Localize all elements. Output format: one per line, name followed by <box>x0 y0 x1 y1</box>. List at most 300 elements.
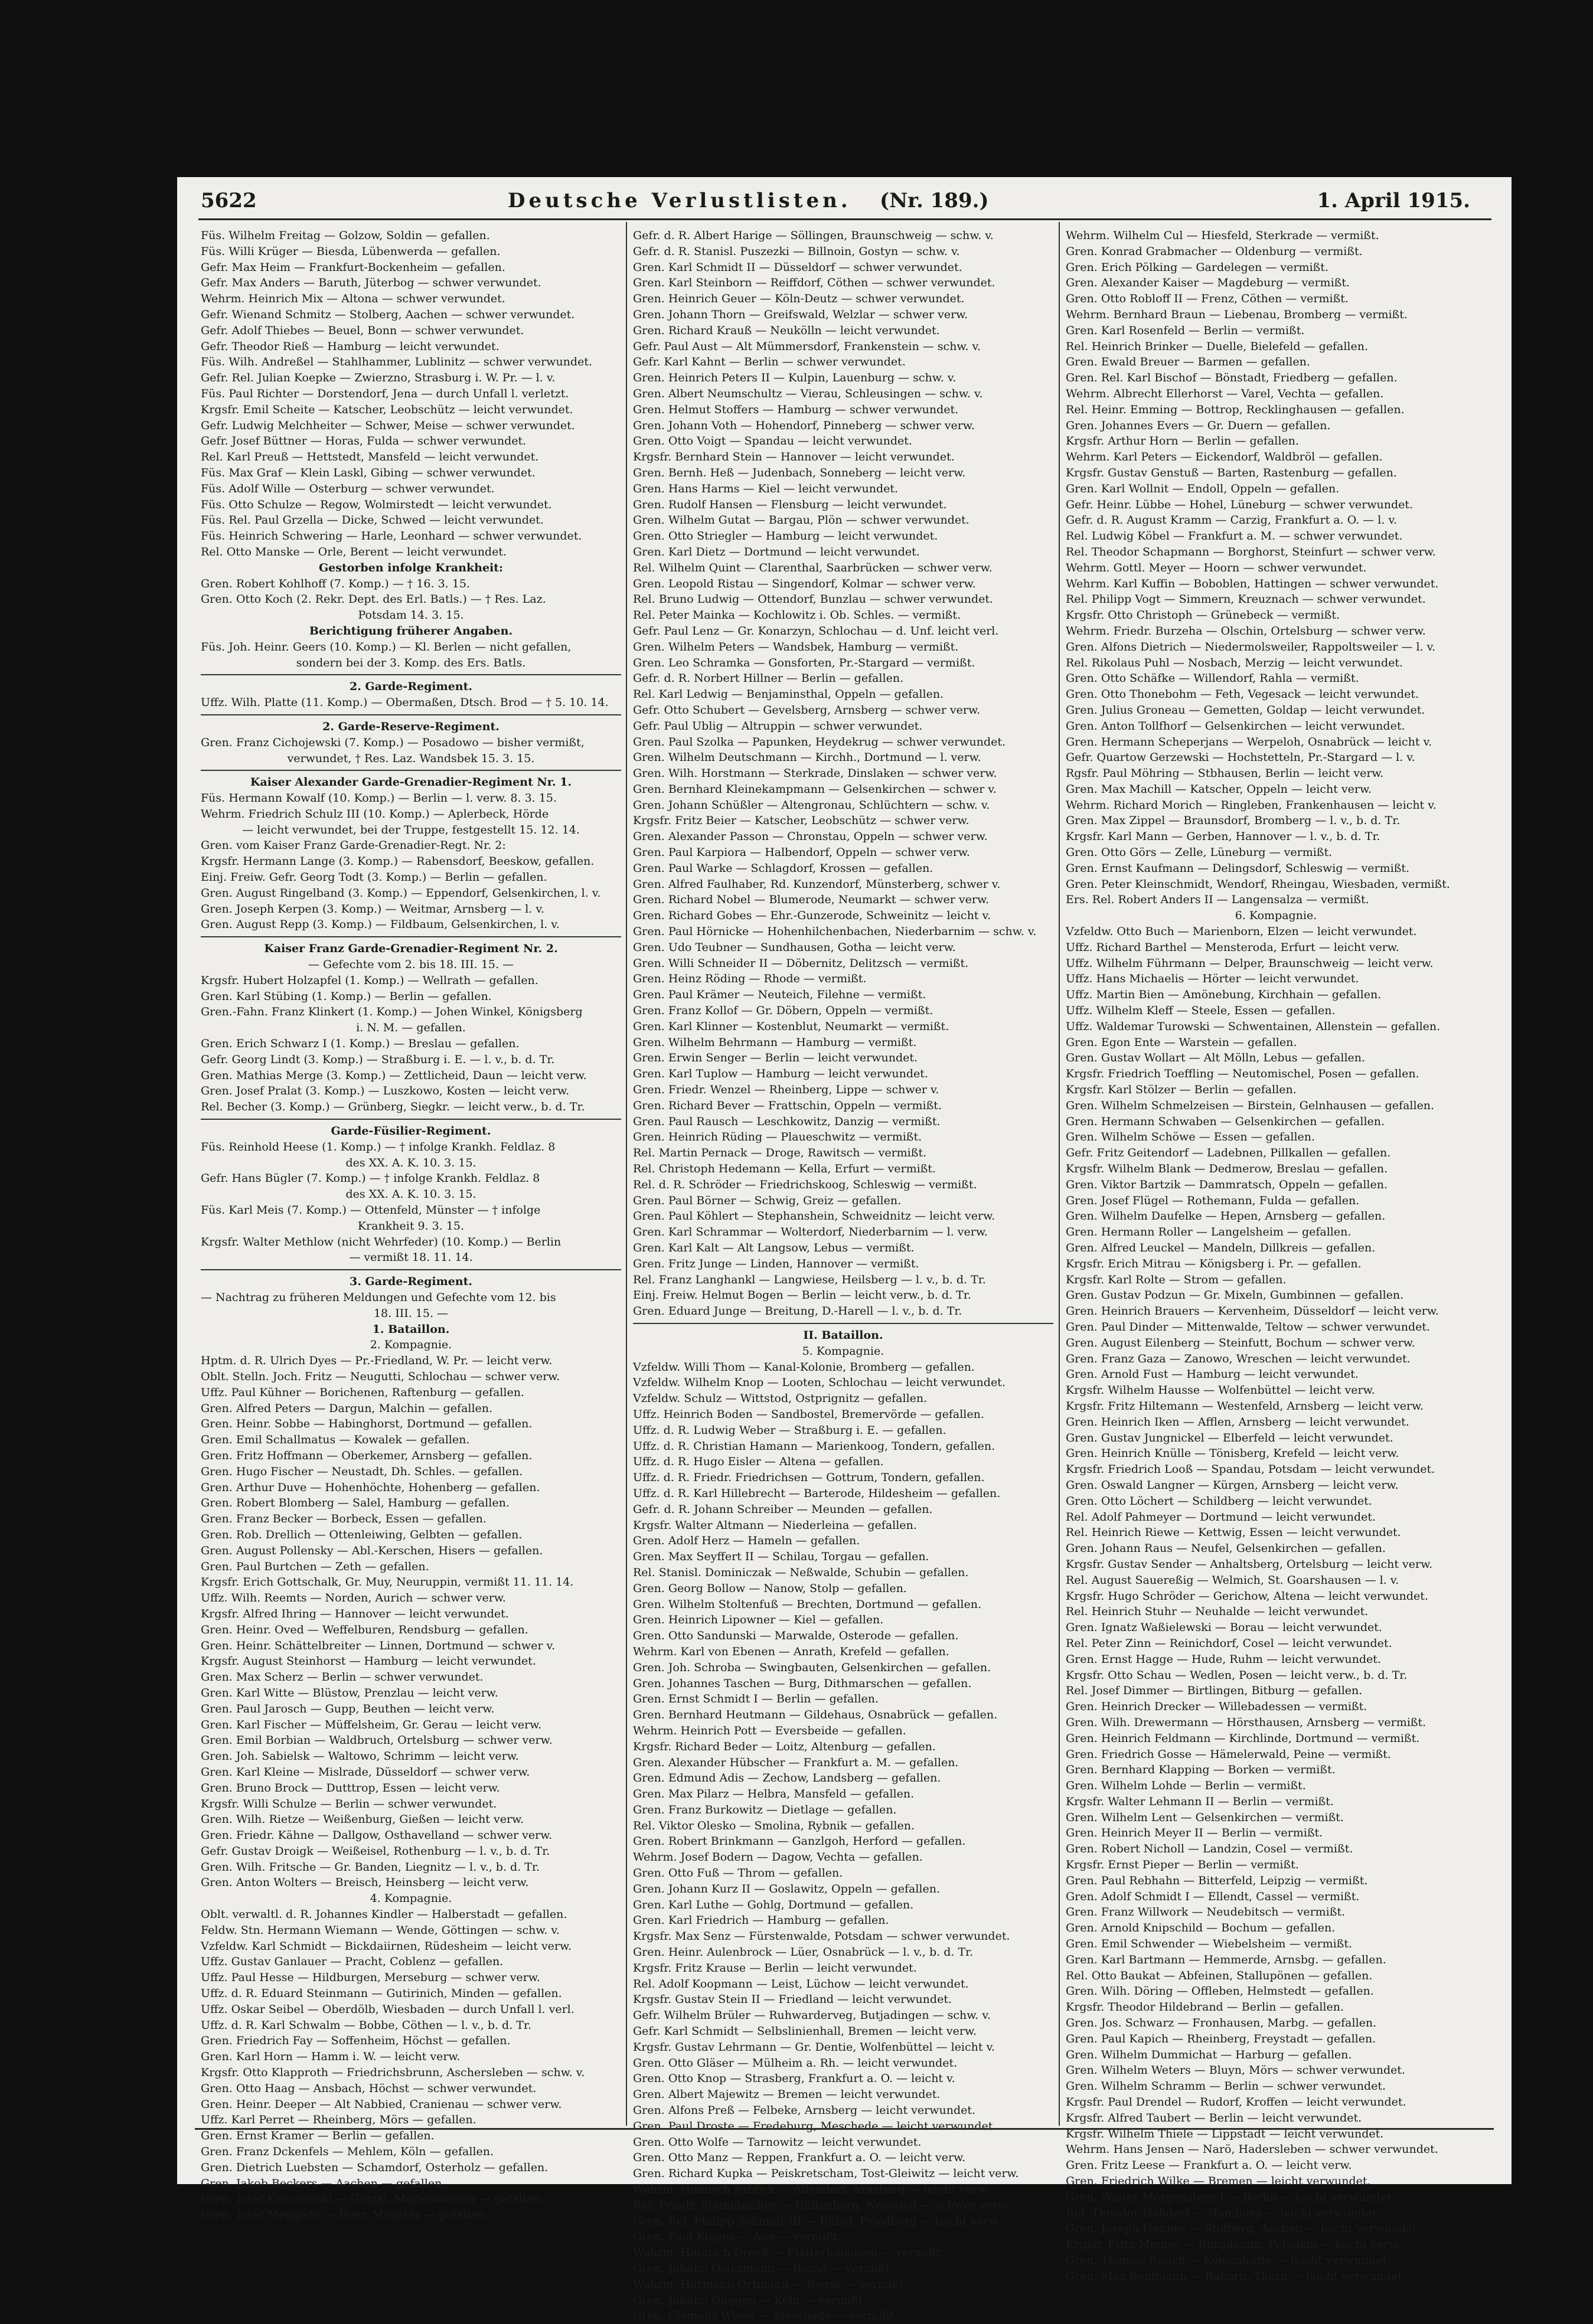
casualty-entry: Gren. Rel. Karl Bischof — Bönstadt, Friedberg — gefallen. <box>1066 371 1398 385</box>
casualty-entry: Gren. Dietrich Luebsten — Schamdorf, Osterholz — gefallen. <box>201 2160 549 2174</box>
casualty-entry: Gren. Wilhelm Schramm — Berlin — schwer verwundet. <box>1066 2080 1386 2093</box>
casualty-entry: Gren. Paul Warke — Schlagdorf, Krossen — gefallen. <box>633 861 933 875</box>
casualty-entry: Rel. Heinrich Stuhr — Neuhalde — leicht verwundet. <box>1066 1605 1369 1619</box>
casualty-entry: Uffz. d. R. Karl Schwalm — Bobbe, Cöthen — l. v., b. d. Tr. <box>201 2018 532 2032</box>
casualty-entry: Krgsfr. Karl Stölzer — Berlin — gefallen. <box>1066 1083 1297 1097</box>
casualty-entry: Gren. Karl Luthe — Gohlg, Dortmund — gefallen. <box>633 1898 914 1911</box>
casualty-entry: Gren. Heinz Röding — Rhode — vermißt. <box>633 972 867 986</box>
section-rule <box>201 1119 621 1120</box>
casualty-entry: Gefr. d. R. August Kramm — Carzig, Frankfurt a. O. — l. v. <box>1066 514 1397 527</box>
casualty-entry: Gren. Johann Ostermann — Iborst — vermißt. <box>633 2262 894 2275</box>
casualty-entry: Rel. Josef Dimmer — Birtlingen, Bitburg — gefallen. <box>1066 1684 1363 1698</box>
casualty-entry: Gren. Heinrich Peters II — Kulpin, Lauenburg — schw. v. <box>633 371 957 385</box>
casualty-entry: Krgsfr. Gustav Lehrmann — Gr. Dentie, Wolfenbüttel — leicht v. <box>633 2040 995 2054</box>
casualty-entry: Gren. Joseph Hennes — Stolberg, Aachen — leicht verwundet. <box>1066 2222 1421 2235</box>
casualty-entry: Gefr. Fritz Geitendorf — Ladebnen, Pillkallen — gefallen. <box>1066 1146 1391 1160</box>
casualty-entry: Gren. Alexander Hübscher — Frankfurt a. M. — gefallen. <box>633 1756 959 1769</box>
casualty-entry: Füs. Heinrich Schwering — Harle, Leonhard — schwer verwundet. <box>201 529 582 543</box>
casualty-entry: Gren. Paul Kapich — Rheinberg, Freystadt — gefallen. <box>1066 2032 1376 2045</box>
casualty-entry: Gren. Edmund Adis — Zechow, Landsberg — gefallen. <box>633 1771 941 1785</box>
casualty-entry: Gren. Wilh. Rietze — Weißenburg, Gießen — leicht verw. <box>201 1813 524 1826</box>
casualty-entry: Gren. Robert Blomberg — Salel, Hamburg — gefallen. <box>201 1496 510 1510</box>
casualty-entry: Gren. Heinrich Rüding — Plaueschwitz — vermißt. <box>633 1130 922 1144</box>
casualty-entry: Rel. d. R. Schröder — Friedrichskoog, Schleswig — vermißt. <box>633 1178 977 1191</box>
casualty-entry: Krgsfr. Wilhelm Hausse — Wolfenbüttel — leicht verw. <box>1066 1384 1375 1397</box>
section-heading: Garde-Füsilier-Regiment. <box>331 1125 491 1138</box>
casualty-entry: Uffz. d. R. Hugo Eisler — Altena — gefallen. <box>633 1455 884 1469</box>
casualty-entry: Gren. Hermann Roller — Langelsheim — gefallen. <box>1066 1225 1352 1239</box>
subheading-line: des XX. A. K. 10. 3. 15. <box>345 1188 476 1201</box>
subheading-line: 4. Kompagnie. <box>370 1892 452 1905</box>
casualty-entry: Oblt. Stelln. Joch. Fritz — Neugutti, Schlochau — schwer verw. <box>201 1369 560 1383</box>
casualty-entry: Gren. Alfons Preß — Felbeke, Arnsberg — leicht verwundet. <box>633 2104 976 2117</box>
casualty-entry: Gren. Richard Gobes — Ehr.-Gunzerode, Schweinitz — leicht v. <box>633 909 991 923</box>
casualty-entry: Krgsfr. Erich Gottschalk, Gr. Muy, Neuruppin, vermißt 11. 11. 14. <box>201 1576 574 1589</box>
section-rule <box>201 674 621 675</box>
casualty-entry: Gren. Fritz Junge — Linden, Hannover — vermißt. <box>633 1257 919 1270</box>
casualty-entry: Gren. Wilhelm Behrmann — Hamburg — vermißt. <box>633 1035 917 1049</box>
casualty-entry: Gefr. d. R. Johann Schreiber — Meunden — gefallen. <box>633 1502 933 1516</box>
casualty-entry: Gren. Karl Witte — Blüstow, Prenzlau — leicht verw. <box>201 1686 498 1699</box>
casualty-entry: Füs. Wilhelm Freitag — Golzow, Soldin — gefallen. <box>201 229 490 242</box>
casualty-entry: Rgsfr. Paul Möhring — Stbhausen, Berlin — leicht verw. <box>1066 767 1384 780</box>
casualty-entry: Rel. Ludwig Köbel — Frankfurt a. M. — schwer verwundet. <box>1066 529 1403 543</box>
casualty-entry: Gren. Hermann Scheperjans — Werpeloh, Osnabrück — leicht v. <box>1066 735 1432 748</box>
casualty-entry: Gren. Paul Klages — Aue — vermißt. <box>633 2230 842 2244</box>
casualty-entry: Krgsfr. Wilhelm Blank — Dedmerow, Breslau — gefallen. <box>1066 1162 1388 1176</box>
casualty-entry: Gren. Otto Striegler — Hamburg — leicht verwundet. <box>633 529 938 543</box>
casualty-entry: Rel. Heinrich Riewe — Kettwig, Essen — leicht verwundet. <box>1066 1526 1401 1539</box>
casualty-entry: Uffz. Wilh. Platte (11. Komp.) — Obermaßen, Dtsch. Brod — † 5. 10. 14. <box>201 696 609 710</box>
casualty-entry: Gren. Heinrich Lipowner — Kiel — gefallen. <box>633 1613 884 1627</box>
casualty-entry: Krgsfr. Fritz Beier — Katscher, Leobschütz — schwer verw. <box>633 814 969 828</box>
header-rule <box>198 218 1491 220</box>
casualty-entry: Gren. Johann Güggen — Köln — vermißt. <box>633 2293 867 2307</box>
casualty-entry: Gren. Wilh. Döring — Offleben, Helmstedt — gefallen. <box>1066 1985 1374 1998</box>
column-divider <box>626 222 627 2126</box>
casualty-entry: Uffz. Richard Barthel — Mensteroda, Erfurt — leicht verw. <box>1066 940 1399 954</box>
casualty-entry: Krgsfr. Otto Schau — Wedlen, Posen — leicht verw., b. d. Tr. <box>1066 1668 1408 1682</box>
casualty-entry: Gren. Otto Gläser — Mülheim a. Rh. — leicht verwundet. <box>633 2056 958 2070</box>
casualty-entry: Gren. Johann Kurz II — Goslawitz, Oppeln — gefallen. <box>633 1882 941 1895</box>
casualty-entry: Uffz. Martin Bien — Amönebung, Kirchhain — gefallen. <box>1066 988 1382 1002</box>
casualty-entry: Gren. August Pollensky — Abl.-Kerschen, Hisers — gefallen. <box>201 1544 543 1557</box>
casualty-entry: Gren. Viktor Bartzik — Dammratsch, Oppeln — gefallen. <box>1066 1178 1388 1191</box>
casualty-entry: Gren. Paul Krämer — Neuteich, Filehne — vermißt. <box>633 988 926 1002</box>
casualty-entry: Wehrm. Albrecht Ellerhorst — Varel, Vechta — gefallen. <box>1066 387 1384 400</box>
casualty-entry: Gren. Julius Groneau — Gemetten, Goldap — leicht verwundet. <box>1066 703 1425 717</box>
casualty-entry: Gren. vom Kaiser Franz Garde-Grenadier-Regt. Nr. 2: <box>201 839 506 852</box>
casualty-entry: Wehrm. Friedrich Schulz III (10. Komp.) — Aplerbeck, Hörde <box>201 807 549 821</box>
casualty-entry: Gren. Otto Robloff II — Frenz, Cöthen — vermißt. <box>1066 292 1349 306</box>
casualty-entry: Füs. Joh. Heinr. Geers (10. Komp.) — Kl. Berlen — nicht gefallen, <box>201 640 572 653</box>
casualty-entry: Gren. Alfred Peters — Dargun, Malchin — gefallen. <box>201 1401 493 1415</box>
casualty-entry: Krgsfr. Fritz Hiltemann — Westenfeld, Arnsberg — leicht verw. <box>1066 1399 1424 1413</box>
casualty-entry: Gren. Leopold Ristau — Singendorf, Kolmar — schwer verw. <box>633 577 976 590</box>
casualty-entry: Gren. Ernst Hagge — Hude, Ruhm — leicht verwundet. <box>1066 1652 1381 1666</box>
casualty-entry: Rel. Theodor Schapmann — Borghorst, Steinfurt — schwer verw. <box>1066 545 1436 558</box>
casualty-entry: Gren. Hugo Fischer — Neustadt, Dh. Schles. — gefallen. <box>201 1465 523 1478</box>
page-number: 5622 <box>201 189 257 213</box>
casualty-entry: Rel. Bruno Ludwig — Ottendorf, Bunzlau — schwer verwundet. <box>633 593 994 606</box>
casualty-entry: Rel. Heinrich Brinker — Duelle, Bielefeld — gefallen. <box>1066 339 1369 353</box>
casualty-entry: Gren. Friedrich Fay — Soffenheim, Höchst — gefallen. <box>201 2034 511 2048</box>
casualty-entry: Gefr. Gustav Droigk — Weißeisel, Rothenburg — l. v., b. d. Tr. <box>201 1844 550 1858</box>
casualty-entry: Krgsfr. Hubert Holzapfel (1. Komp.) — Wellrath — gefallen. <box>201 973 538 987</box>
casualty-entry: Uffz. Gustav Ganlauer — Pracht, Coblenz — gefallen. <box>201 1955 504 1969</box>
casualty-entry: Gren. Gustav Podzun — Gr. Mixeln, Gumbinnen — gefallen. <box>1066 1289 1404 1302</box>
column-2 <box>633 228 1053 2323</box>
casualty-entry: Gren. Friedr. Kähne — Dallgow, Osthavelland — schwer verw. <box>201 1829 553 1842</box>
casualty-entry: Gren. Franz Willwork — Neudebitsch — vermißt. <box>1066 1905 1346 1919</box>
casualty-entry: Gren. Paul Rebhahn — Bitterfeld, Leipzig — vermißt. <box>1066 1874 1368 1887</box>
casualty-entry: Krgsfr. Gustav Stein II — Friedland — leicht verwundet. <box>633 1993 952 2006</box>
casualty-entry: Gefr. Theodor Rieß — Hamburg — leicht verwundet. <box>201 339 500 353</box>
casualty-entry: Krgsfr. Wilhelm Thiele — Lippstadt — leicht verwundet. <box>1066 2127 1384 2140</box>
casualty-entry: Gefr. Karl Schmidt — Selbslinienhall, Bremen — leicht verw. <box>633 2025 977 2038</box>
casualty-entry: Rel. Otto Manske — Orle, Berent — leicht verwundet. <box>201 545 507 558</box>
casualty-entry: Gren. Max Seyffert II — Schilau, Torgau — gefallen. <box>633 1550 929 1564</box>
casualty-entry: Uffz. d. R. Friedr. Friedrichsen — Gottrum, Tondern, gefallen. <box>633 1471 985 1485</box>
casualty-entry: Gefr. Paul Lenz — Gr. Konarzyn, Schlochau — d. Unf. leicht verl. <box>633 624 999 638</box>
section-heading: II. Bataillon. <box>803 1328 883 1342</box>
casualty-entry: Krgsfr. Friedrich Toeffling — Neutomischel, Posen — gefallen. <box>1066 1067 1419 1081</box>
casualty-entry: Uffz. Hans Michaelis — Hörter — leicht verwundet. <box>1066 972 1359 986</box>
casualty-entry: Gefr. Wilhelm Brüler — Ruhwarderveg, Butjadingen — schw. v. <box>633 2009 991 2022</box>
casualty-entry: Wehrm. Wilhelm Cul — Hiesfeld, Sterkrade — vermißt. <box>1066 229 1379 242</box>
casualty-entry: Krgsfr. Alfred Ihring — Hannover — leicht verwundet. <box>201 1607 509 1620</box>
casualty-entry: Gren. Heinr. Schättelbreiter — Linnen, Dortmund — schwer v. <box>201 1639 556 1652</box>
casualty-entry: Gren. Ignatz Waßielewski — Borau — leicht verwundet. <box>1066 1621 1382 1635</box>
casualty-entry: Wehrm. Karl Peters — Eickendorf, Waldbröl — gefallen. <box>1066 450 1383 464</box>
casualty-entry: Gren. Arnold Knipschild — Bochum — gefallen. <box>1066 1921 1336 1935</box>
casualty-entry: Gren. Jos. Schwarz — Fronhausen, Marbg. — gefallen. <box>1066 2016 1377 2030</box>
casualty-entry: Gren. Max Zippel — Braunsdorf, Bromberg — l. v., b. d. Tr. <box>1066 814 1401 828</box>
casualty-entry: Füs. Max Graf — Klein Laskl, Gibing — schwer verwundet. <box>201 466 536 479</box>
casualty-entry: Gren. Helmut Stoffers — Hamburg — schwer verwundet. <box>633 403 959 416</box>
casualty-entry: Gefr. Max Anders — Baruth, Jüterbog — schwer verwundet. <box>201 276 541 290</box>
section-heading: Kaiser Alexander Garde-Grenadier-Regiment Nr. 1. <box>250 776 572 789</box>
casualty-entry: Gren. Friedrich Wilke — Bremen — leicht verwundet. <box>1066 2175 1371 2188</box>
casualty-entry: Gren. Karl Bartmann — Hemmerde, Arnsbg. — gefallen. <box>1066 1953 1386 1966</box>
casualty-entry: Krgsfr. Friedrich Looß — Spandau, Potsdam — leicht verwundet. <box>1066 1463 1435 1476</box>
casualty-entry: Krgsfr. Fritz Memes — Burgdamm, Potsdam — leicht verw. <box>1066 2238 1401 2251</box>
casualty-entry: Gren. Albert Neumschultz — Vierau, Schleusingen — schw. v. <box>633 387 983 400</box>
casualty-entry: Gren. Friedrich Gosse — Hämelerwald, Peine — vermißt. <box>1066 1747 1391 1761</box>
casualty-entry: Gren. Karl Kleine — Mislrade, Düsseldorf — schwer verw. <box>201 1765 530 1779</box>
casualty-entry: Gren. Karl Stübing (1. Komp.) — Berlin — gefallen. <box>201 989 492 1003</box>
section-rule <box>201 714 621 715</box>
casualty-entry: Krgsfr. Paul Drendel — Rudorf, Kroffen — leicht verwundet. <box>1066 2096 1406 2109</box>
casualty-entry: Uffz. Oskar Seibel — Oberdölb, Wiesbaden — durch Unfall l. verl. <box>201 2002 574 2016</box>
casualty-entry: Gren. Wilhelm Lohde — Berlin — vermißt. <box>1066 1779 1306 1793</box>
casualty-entry: Gren. Anton Tollfhorf — Gelsenkirchen — leicht verwundet. <box>1066 719 1405 733</box>
casualty-entry: Gren. Karl Kalt — Alt Langsow, Lebus — vermißt. <box>633 1241 915 1254</box>
casualty-entry: Wehrm. Gottl. Meyer — Hoorn — schwer verwundet. <box>1066 561 1367 574</box>
column-1 <box>201 228 621 2222</box>
casualty-entry: Gren. Friedr. Wenzel — Rheinberg, Lippe — schwer v. <box>633 1083 939 1097</box>
casualty-entry: Gren. Emil Borbian — Waldbruch, Ortelsburg — schwer verw. <box>201 1734 553 1747</box>
casualty-entry: Gren. Konrad Grabmacher — Oldenburg — vermißt. <box>1066 244 1363 258</box>
casualty-entry: Gren. Bernh. Heß — Judenbach, Sonneberg — leicht verw. <box>633 466 966 479</box>
casualty-entry: Vzfeldw. Otto Buch — Marienborn, Elzen — leicht verwundet. <box>1066 925 1417 939</box>
section-rule <box>201 1269 621 1270</box>
casualty-entry: Gren. Bernhard Klapping — Borken — vermißt. <box>1066 1763 1336 1777</box>
casualty-entry: Gren. Karl Tuplow — Hamburg — leicht verwundet. <box>633 1067 928 1081</box>
casualty-entry: Gren. Willi Schneider II — Döbernitz, Delitzsch — vermißt. <box>633 956 969 970</box>
casualty-entry: Gren. Wilhelm Deutschmann — Kirchh., Dortmund — l. verw. <box>633 751 981 764</box>
casualty-entry: Gren. Arnold Fust — Hamburg — leicht verwundet. <box>1066 1368 1359 1381</box>
casualty-entry: Rel. August Sauereßig — Welmich, St. Goarshausen — l. v. <box>1066 1573 1399 1587</box>
casualty-entry: Füs. Reinhold Heese (1. Komp.) — † infolge Krankh. Feldlaz. 8 <box>201 1140 556 1153</box>
casualty-entry: Gefr. Adolf Thiebes — Beuel, Bonn — schwer verwundet. <box>201 323 524 337</box>
casualty-entry: Füs. Paul Richter — Dorstendorf, Jena — durch Unfall l. verletzt. <box>201 387 569 400</box>
column-3 <box>1066 228 1486 2283</box>
section-heading: 1. Bataillon. <box>372 1322 450 1336</box>
subheading-line: 18. III. 15. — <box>373 1306 449 1320</box>
casualty-entry: Krgsfr. Max Senz — Fürstenwalde, Potsdam — schwer verwundet. <box>633 1930 1010 1943</box>
casualty-entry: Gren. August Ringelband (3. Komp.) — Eppendorf, Gelsenkirchen, l. v. <box>201 886 601 900</box>
section-heading: 2. Garde-Regiment. <box>349 680 473 694</box>
casualty-entry: Gren. Fritz Leese — Frankfurt a. O. — leicht verw. <box>1066 2159 1352 2172</box>
casualty-entry: Gren. Alfred Leuckel — Mandeln, Dillkreis — gefallen. <box>1066 1241 1376 1254</box>
casualty-entry: Gren. Franz Becker — Borbeck, Essen — gefallen. <box>201 1512 487 1526</box>
subheading-line: verwundet, † Res. Laz. Wandsbek 15. 3. 15. <box>287 751 535 765</box>
casualty-entry: Krgsfr. Erich Mitrau — Königsberg i. Pr. — gefallen. <box>1066 1257 1362 1270</box>
casualty-entry: Gren. Paul Droste — Fredeburg, Meschede — leicht verwundet. <box>633 2119 997 2133</box>
casualty-entry: Gren. Heinrich Iken — Afflen, Arnsberg — leicht verwundet. <box>1066 1415 1409 1429</box>
casualty-entry: Gren. Johannes Evers — Gr. Duern — gefallen. <box>1066 419 1331 432</box>
casualty-entry: Krgsfr. Emil Scheite — Katscher, Leobschütz — leicht verwundet. <box>201 403 573 416</box>
casualty-entry: Vzfeldw. Schulz — Wittstod, Ostprignitz — gefallen. <box>633 1392 928 1405</box>
casualty-entry: Gren. Otto Görs — Zelle, Lüneburg — vermißt. <box>1066 846 1333 859</box>
casualty-entry: Gren. Heinrich Meyer II — Berlin — vermißt. <box>1066 1826 1323 1840</box>
casualty-entry: Rel. Karl Preuß — Hettstedt, Mansfeld — leicht verwundet. <box>201 450 539 464</box>
casualty-entry: Ers. Rel. Robert Anders II — Langensalza — vermißt. <box>1066 893 1369 907</box>
section-heading: 2. Garde-Reserve-Regiment. <box>322 720 500 733</box>
casualty-entry: Gren. Wilhelm Schöwe — Essen — gefallen. <box>1066 1130 1315 1144</box>
casualty-entry: Gren. Joseph Kerpen (3. Komp.) — Weitmar, Arnsberg — l. v. <box>201 902 544 916</box>
page-bottom-rule <box>195 2128 1494 2130</box>
casualty-entry: Gren. Karl Horn — Hamm i. W. — leicht verw. <box>201 2050 461 2064</box>
casualty-entry: Gefr. Paul Ublig — Altruppin — schwer verwundet. <box>633 719 923 733</box>
subheading-line: — Gefechte vom 2. bis 18. III. 15. — <box>308 958 514 972</box>
section-heading: Kaiser Franz Garde-Grenadier-Regiment Nr. 2. <box>264 942 558 956</box>
casualty-entry: Gren. Ewald Breuer — Barmen — gefallen. <box>1066 355 1310 369</box>
casualty-entry: Gren. Heinr. Sobbe — Habinghorst, Dortmund — gefallen. <box>201 1417 533 1431</box>
casualty-entry: Krgsfr. Walter Methlow (nicht Wehrfeder) (10. Komp.) — Berlin <box>201 1235 562 1248</box>
casualty-entry: Uffz. Wilhelm Führmann — Delper, Braunschweig — leicht verw. <box>1066 956 1434 970</box>
casualty-entry: Gren. Heinrich Knülle — Tönisberg, Krefeld — leicht verw. <box>1066 1447 1399 1460</box>
casualty-entry: Wehrm. Josef Bodern — Dagow, Vechta — gefallen. <box>633 1851 923 1864</box>
casualty-entry: Gren. Wilhelm Dummichat — Harburg — gefallen. <box>1066 2048 1352 2061</box>
casualty-entry: Gren. Paul Börner — Schwig, Greiz — gefallen. <box>633 1194 902 1207</box>
casualty-entry: Gren. Oswald Langner — Kürgen, Arnsberg — leicht verw. <box>1066 1478 1399 1492</box>
casualty-entry: Uffz. Wilhelm Kleff — Steele, Essen — gefallen. <box>1066 1004 1336 1018</box>
casualty-entry: Gren. Hermann Schwaben — Gelsenkirchen — gefallen. <box>1066 1114 1385 1128</box>
casualty-entry: Gren. Otto Knop — Strasberg, Frankfurt a. O. — leicht v. <box>633 2072 955 2086</box>
casualty-entry: Krgsfr. Karl Rolte — Strom — gefallen. <box>1066 1273 1287 1286</box>
casualty-entry: Einj. Freiw. Helmut Bogen — Berlin — leicht verw., b. d. Tr. <box>633 1289 971 1302</box>
casualty-entry: Vzfeldw. Wilhelm Knop — Looten, Schlochau — leicht verwundet. <box>633 1376 1006 1390</box>
casualty-entry: Krgsfr. Willi Schulze — Berlin — schwer verwundet. <box>201 1797 497 1810</box>
casualty-entry: Gren. Otto Voigt — Spandau — leicht verwundet. <box>633 434 912 448</box>
casualty-entry: Gren. Heinrich Geuer — Köln-Deutz — schwer verwundet. <box>633 292 965 306</box>
casualty-entry: Gren. Alfons Dietrich — Niedermolsweiler, Rappoltsweiler — l. v. <box>1066 640 1436 653</box>
casualty-entry: Krgsfr. Hermann Lange (3. Komp.) — Rabensdorf, Beeskow, gefallen. <box>201 855 595 868</box>
section-heading: Berichtigung früherer Angaben. <box>309 624 513 638</box>
casualty-entry: Rel. Peter Zinn — Reinichdorf, Cosel — leicht verwundet. <box>1066 1636 1392 1650</box>
casualty-entry: Gren. Leo Schramka — Gonsforten, Pr.-Stargard — vermißt. <box>633 656 975 669</box>
casualty-entry: Gren. Joh. Sabielsk — Waltowo, Schrimm — leicht verw. <box>201 1750 519 1763</box>
casualty-entry: Gren. Joh. Schroba — Swingbauten, Gelsenkirchen — gefallen. <box>633 1661 991 1674</box>
casualty-entry: Gren. Josef Mengede — Buer, Münster — gefallen. <box>201 2208 488 2222</box>
casualty-entry: Gren. Heinr. Aulenbrock — Lüer, Osnabrück — l. v., b. d. Tr. <box>633 1946 974 1959</box>
casualty-entry: Krgsfr. Hugo Schröder — Gerichow, Altena — leicht verwundet. <box>1066 1589 1428 1603</box>
casualty-entry: Gren. Arthur Duve — Hohenhöchte, Hohenberg — gefallen. <box>201 1480 540 1494</box>
casualty-entry: Gren. Franz Cichojewski (7. Komp.) — Posadowo — bisher vermißt, <box>201 736 585 749</box>
casualty-entry: Krgsfr. Walter Altmann — Niederleina — gefallen. <box>633 1518 917 1532</box>
casualty-entry: Gren. Gustav Wollart — Alt Mölln, Lebus — gefallen. <box>1066 1051 1366 1065</box>
casualty-entry: Gren. Josef Karczewski — Gatzki, Marienwerder — gefallen. <box>201 2192 544 2206</box>
casualty-entry: Rel. Franz Langhankl — Langwiese, Heilsberg — l. v., b. d. Tr. <box>633 1273 986 1286</box>
casualty-entry: Gren. Otto Haag — Ansbach, Höchst — schwer verwundet. <box>201 2081 537 2095</box>
casualty-entry: Gefr. Josef Büttner — Horas, Fulda — schwer verwundet. <box>201 434 527 448</box>
casualty-entry: Rel. Friedr. Steinebacher — Hüllenberg, Neuwied — schwer verw. <box>633 2198 1010 2212</box>
casualty-entry: Gren. Heinrich Drecker — Willebadessen — vermißt. <box>1066 1700 1367 1714</box>
casualty-entry: Gren. Ernst Schmidt I — Berlin — gefallen. <box>633 1692 879 1706</box>
casualty-entry: Gren. Wilhelm Peters — Wandsbek, Hamburg — vermißt. <box>633 640 959 653</box>
casualty-entry: Gren. Karl Dietz — Dortmund — leicht verwundet. <box>633 545 920 558</box>
casualty-entry: Gren. Johann Voth — Hohendorf, Pinneberg — schwer verw. <box>633 419 975 432</box>
casualty-entry: Gefr. Karl Kahnt — Berlin — schwer verwundet. <box>633 355 906 369</box>
casualty-entry: Gren. Adolf Herz — Hameln — gefallen. <box>633 1534 860 1548</box>
casualty-entry: Krgsfr. August Steinhorst — Hamburg — leicht verwundet. <box>201 1655 536 1668</box>
casualty-entry: Gren. Wilhelm Weters — Bluyn, Mörs — schwer verwundet. <box>1066 2064 1406 2077</box>
issue-date: 1. April 1915. <box>1317 189 1470 213</box>
casualty-entry: Gren. Rob. Drellich — Ottenleiwing, Gelbten — gefallen. <box>201 1528 523 1541</box>
casualty-entry: Gren. Jakob Beckers — Aachen — gefallen. <box>201 2176 446 2190</box>
casualty-entry: Wehrm. Bernhard Braun — Liebenau, Bromberg — vermißt. <box>1066 308 1408 321</box>
casualty-entry: Gren. Erwin Senger — Berlin — leicht verwundet. <box>633 1051 918 1065</box>
section-rule <box>201 770 621 771</box>
casualty-entry: Einj. Freiw. Gefr. Georg Todt (3. Komp.) — Berlin — gefallen. <box>201 871 547 884</box>
casualty-entry: Rel. Viktor Olesko — Smolina, Rybnik — gefallen. <box>633 1819 915 1832</box>
casualty-entry: Gren. Albert Majewitz — Bremen — leicht verwundet. <box>633 2088 941 2101</box>
document-page <box>177 177 1512 2323</box>
casualty-entry: Wehrm. Hans Jensen — Narö, Hadersleben — schwer verwundet. <box>1066 2143 1438 2156</box>
casualty-entry: Rel. Adolf Koopmann — Leist, Lüchow — leicht verwundet. <box>633 1977 969 1990</box>
casualty-entry: Gren. Karl Friedrich — Hamburg — gefallen. <box>633 1914 889 1927</box>
casualty-entry: Gren. Rudolf Hansen — Flensburg — leicht verwundet. <box>633 498 947 511</box>
casualty-entry: Gren. Wilhelm Stoltenfuß — Brechten, Dortmund — gefallen. <box>633 1597 982 1611</box>
casualty-entry: — Nachtrag zu früheren Meldungen und Gefechte vom 12. bis <box>201 1291 556 1304</box>
casualty-entry: Rel. Otto Baukat — Abfeinen, Stallupönen — gefallen. <box>1066 1969 1373 1982</box>
casualty-entry: Rel. Wilhelm Quint — Clarenthal, Saarbrücken — schwer verw. <box>633 561 993 574</box>
casualty-entry: Gren. Richard Kupka — Peiskretscham, Tost-Gleiwitz — leicht verw. <box>633 2167 1019 2181</box>
casualty-entry: Gren. Eduard Junge — Breitung, D.-Harell — l. v., b. d. Tr. <box>633 1305 962 1318</box>
casualty-entry: Krgsfr. Otto Klapproth — Friedrichsbrunn, Aschersleben — schw. v. <box>201 2066 585 2080</box>
casualty-entry: Gren. Max Scherz — Berlin — schwer verwundet. <box>201 1671 484 1684</box>
casualty-entry: Gefr. Quartow Gerzewski — Hochstetteln, Pr.-Stargard — l. v. <box>1066 751 1415 764</box>
casualty-entry: Gren. Clemens Wiese — Meschede — vermißt. <box>633 2309 898 2323</box>
casualty-entry: Gren. Paul Jarosch — Gupp, Beuthen — leicht verw. <box>201 1702 495 1715</box>
casualty-entry: Rel. Philipp Vogt — Simmern, Kreuznach — schwer verwundet. <box>1066 593 1426 606</box>
publication-title: Deutsche Verlustlisten. <box>508 189 851 213</box>
casualty-entry: Gren. Wilh. Fritsche — Gr. Banden, Liegnitz — l. v., b. d. Tr. <box>201 1860 540 1874</box>
casualty-entry: Gren. Heinrich Feldmann — Kirchlinde, Dortmund — vermißt. <box>1066 1731 1420 1745</box>
casualty-entry: Gren. Paul Rausch — Leschkowitz, Danzig — vermißt. <box>633 1114 941 1128</box>
casualty-entry: Gren. Max Machill — Katscher, Oppeln — leicht verw. <box>1066 782 1372 796</box>
casualty-entry: Gren. Johann Thorn — Greifswald, Welzlar — schwer verw. <box>633 308 968 321</box>
casualty-entry: Gren. Otto Koch (2. Rekr. Dept. des Erl. Batls.) — † Res. Laz. <box>201 593 546 606</box>
casualty-entry: Gren.-Fahn. Franz Klinkert (1. Komp.) — Johen Winkel, Königsberg <box>201 1005 583 1019</box>
casualty-entry: Gefr. d. R. Albert Harige — Söllingen, Braunschweig — schw. v. <box>633 229 994 242</box>
casualty-entry: Gren. Karl Rosenfeld — Berlin — vermißt. <box>1066 323 1305 337</box>
section-rule <box>201 936 621 937</box>
casualty-entry: Feldw. Stn. Hermann Wiemann — Wende, Göttingen — schw. v. <box>201 1923 560 1937</box>
casualty-entry: Gren. Egon Ente — Warstein — gefallen. <box>1066 1035 1297 1049</box>
casualty-entry: Gren. Max Pilarz — Helbra, Mansfeld — gefallen. <box>633 1787 915 1801</box>
issue-number: (Nr. 189.) <box>880 189 989 213</box>
casualty-entry: Gren. Robert Kohlhoff (7. Komp.) — † 16. 3. 15. <box>201 577 470 590</box>
casualty-entry: Krgsfr. Ernst Pieper — Berlin — vermißt. <box>1066 1858 1299 1872</box>
casualty-entry: Gren. Franz Gaza — Zanowo, Wreschen — leicht verwundet. <box>1066 1352 1411 1365</box>
casualty-entry: Gren. Otto Thonebohm — Feth, Vegesack — leicht verwundet. <box>1066 688 1419 701</box>
casualty-entry: Gren. Adolf Schmidt I — Ellendt, Cassel — vermißt. <box>1066 1890 1360 1903</box>
casualty-entry: Gren. Otto Sandunski — Marwalde, Osterode — gefallen. <box>633 1629 959 1643</box>
casualty-entry: Gren. Josef Flügel — Rothemann, Fulda — gefallen. <box>1066 1194 1360 1207</box>
casualty-entry: Wehrm. Karl von Ebenen — Anrath, Krefeld — gefallen. <box>633 1645 949 1658</box>
casualty-entry: Gren. Karl Fischer — Müffelsheim, Gr. Gerau — leicht verw. <box>201 1718 542 1731</box>
casualty-entry: Rel. Stanisl. Dominiczak — Neßwalde, Schubin — gefallen. <box>633 1565 969 1579</box>
casualty-entry: Gren. Wilhelm Gutat — Bargau, Plön — schwer verwundet. <box>633 514 969 527</box>
casualty-entry: Gren. Franz Dckenfels — Mehlem, Köln — gefallen. <box>201 2145 494 2159</box>
casualty-entry: Uffz. Heinrich Boden — Sandbostel, Bremervörde — gefallen. <box>633 1407 984 1421</box>
casualty-entry: Gren. Paul Karpiora — Halbendorf, Oppeln — schwer verw. <box>633 846 970 859</box>
casualty-entry: Gren. Otto Löchert — Schildberg — leicht verwundet. <box>1066 1494 1372 1508</box>
subheading-line: sondern bei der 3. Komp. des Ers. Batls. <box>296 656 526 669</box>
casualty-entry: Wehrm. Heinrich Pablick — Allendorf, Arnsberg — leicht verw. <box>633 2183 990 2196</box>
casualty-entry: Vzfeldw. Karl Schmidt — Bickdaiirnen, Rüdesheim — leicht verw. <box>201 1939 572 1953</box>
casualty-entry: Rel. Heinr. Emming — Bottrop, Recklinghausen — gefallen. <box>1066 403 1405 416</box>
casualty-entry: Gren. Richard Bever — Frattschin, Oppeln — vermißt. <box>633 1099 942 1112</box>
casualty-entry: Rel. Peter Mainka — Kochlowitz i. Ob. Schles. — vermißt. <box>633 609 961 622</box>
casualty-entry: Gren. Johann Raus — Neufel, Gelsenkirchen — gefallen. <box>1066 1542 1386 1555</box>
casualty-entry: Gren. Otto Schäfke — Willendorf, Rahla — vermißt. <box>1066 672 1359 685</box>
casualty-entry: Gren. Richard Krauß — Neukölln — leicht verwundet. <box>633 323 940 337</box>
casualty-entry: Gefr. Wienand Schmitz — Stolberg, Aachen — schwer verwundet. <box>201 308 575 321</box>
casualty-entry: Gren. Max Bohlmann — Bahorn, Thorn — leicht verwundet. <box>1066 2269 1406 2283</box>
casualty-entry: Gren. Bruno Brock — Dutttrop, Essen — leicht verw. <box>201 1781 500 1795</box>
casualty-entry: Gren. Wilh. Drewermann — Hörsthausen, Arnsberg — vermißt. <box>1066 1715 1426 1729</box>
casualty-entry: Gefr. Otto Schubert — Gevelsberg, Arnsberg — schwer verw. <box>633 703 981 717</box>
casualty-entry: Gefr. Georg Lindt (3. Komp.) — Straßburg i. E. — l. v., b. d. Tr. <box>201 1052 555 1066</box>
casualty-entry: Gefr. d. R. Norbert Hillner — Berlin — gefallen. <box>633 672 904 685</box>
casualty-entry: Füs. Wilh. Andreßel — Stahlhammer, Lublinitz — schwer verwundet. <box>201 355 593 369</box>
casualty-entry: Gefr. Ludwig Melchheiter — Schwer, Meise — schwer verwundet. <box>201 419 575 432</box>
subheading-line: i. N. M. — gefallen. <box>356 1021 466 1035</box>
casualty-entry: Krgsfr. Gustav Genstuß — Barten, Rastenburg — gefallen. <box>1066 466 1397 479</box>
casualty-entry: Gren. Johann Schüßler — Altengronau, Schlüchtern — schw. v. <box>633 798 990 812</box>
casualty-entry: Wehrm. Richard Morich — Ringleben, Frankenhausen — leicht v. <box>1066 798 1437 812</box>
casualty-entry: Rel. Karl Ledwig — Benjaminsthal, Oppeln — gefallen. <box>633 688 944 701</box>
casualty-entry: Krgsfr. Otto Christoph — Grünebeck — vermißt. <box>1066 609 1340 622</box>
casualty-entry: Gren. Karl Schrammar — Wolterdorf, Niederbarnim — l. verw. <box>633 1225 988 1239</box>
casualty-entry: Gren. Erich Pölking — Gardelegen — vermißt. <box>1066 260 1328 274</box>
casualty-entry: Gren. Karl Wollnit — Endoll, Oppeln — gefallen. <box>1066 482 1340 495</box>
casualty-entry: Gren. Karl Klinner — Kostenblut, Neumarkt — vermißt. <box>633 1019 949 1033</box>
